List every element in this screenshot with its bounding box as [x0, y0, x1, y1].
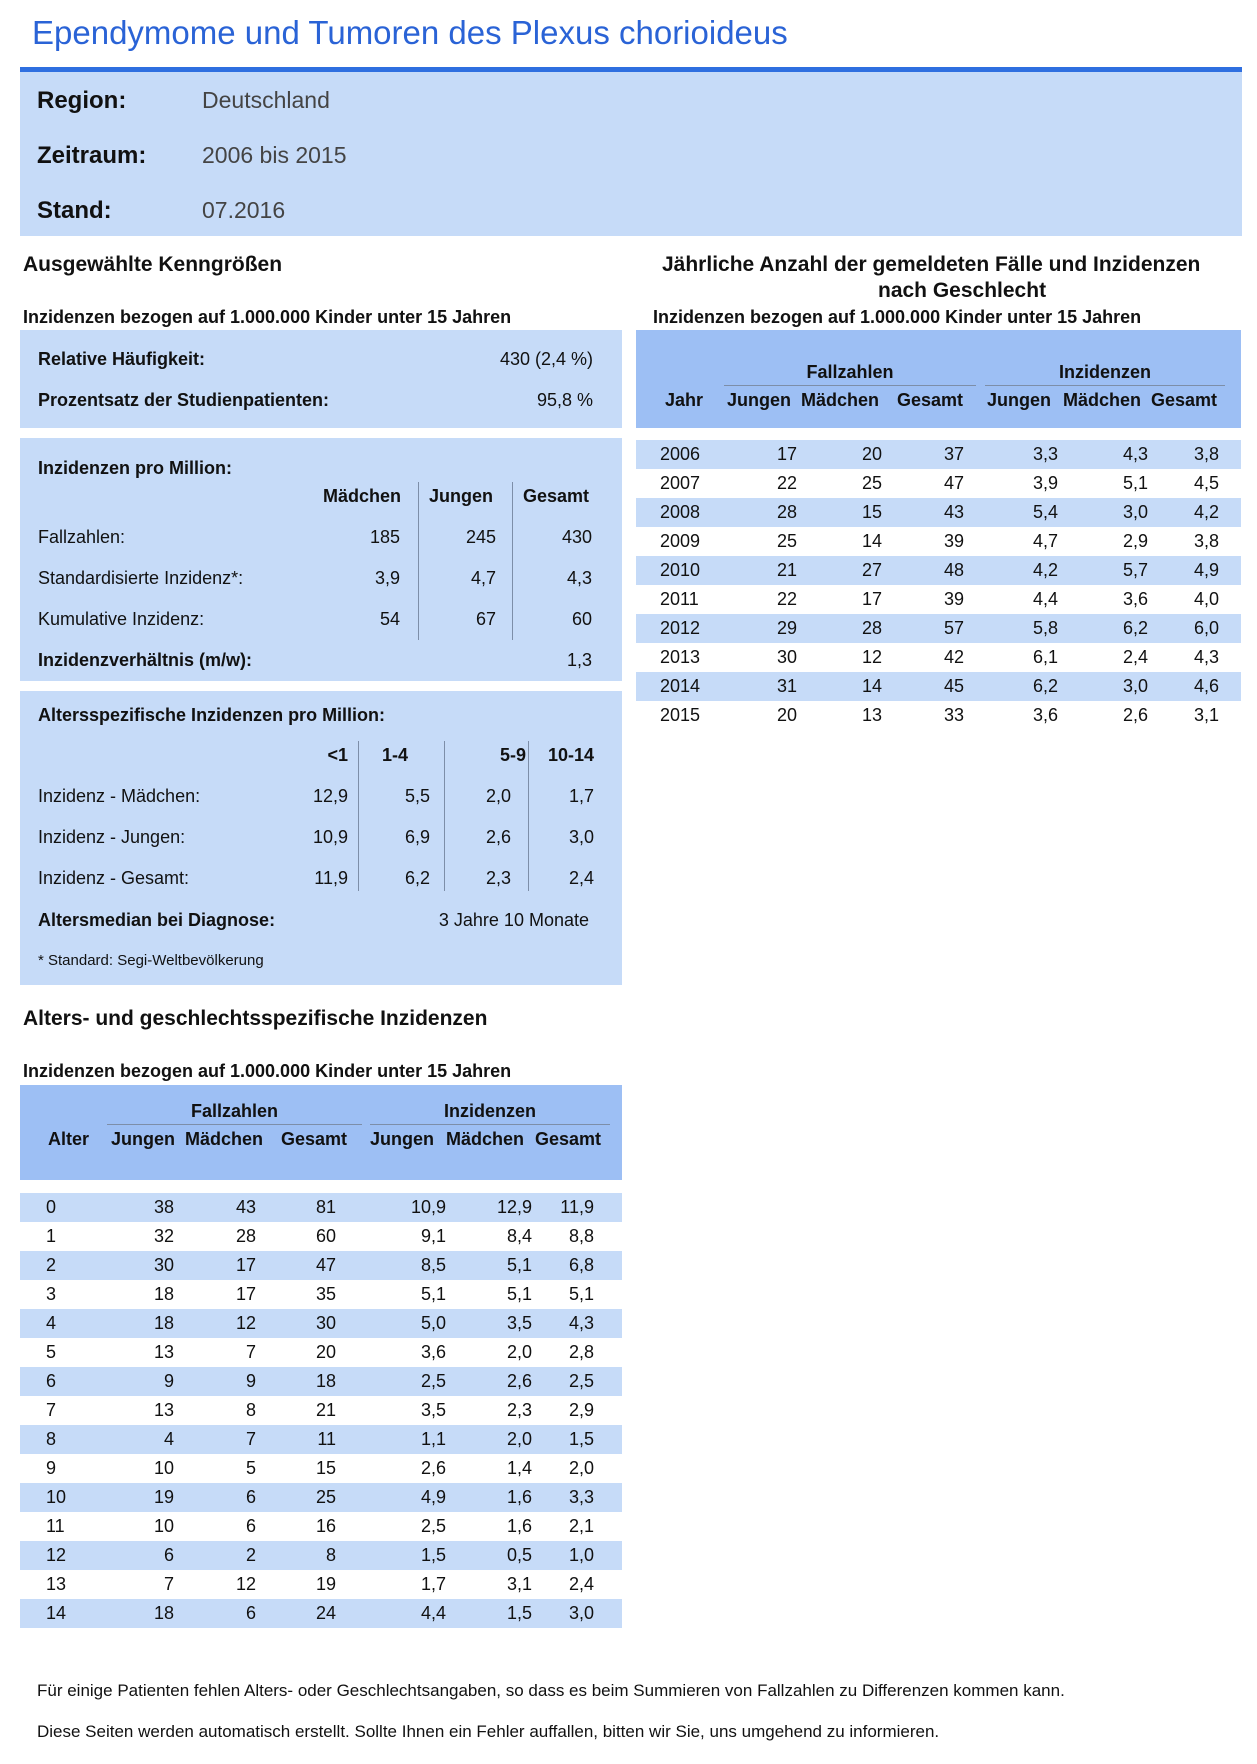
table-cell: 25 [260, 1483, 340, 1512]
table-cell: 2 [178, 1541, 260, 1570]
table-cell: 2,1 [534, 1512, 622, 1541]
table-cell: 11 [20, 1512, 82, 1541]
table-cell: 60 [260, 1222, 340, 1251]
incidence-value: 185 [369, 527, 400, 547]
table-cell: 32 [82, 1222, 178, 1251]
age-sex-col-inz-gesamt: Gesamt [535, 1129, 602, 1149]
table-cell: 7 [178, 1338, 260, 1367]
age-col: 5-9 [499, 745, 526, 765]
table-cell: 20 [819, 440, 902, 469]
incidence-value: 430 [561, 527, 592, 547]
table-cell: 5,1 [340, 1280, 448, 1309]
table-row [20, 1280, 622, 1309]
table-cell: 12 [819, 643, 902, 672]
incidence-col-jungen: Jungen [428, 486, 493, 506]
table-cell: 2,0 [448, 1425, 534, 1454]
annual-table [636, 440, 1241, 730]
table-row [20, 1193, 622, 1222]
table-cell: 12 [178, 1309, 260, 1338]
table-cell: 2,3 [448, 1396, 534, 1425]
table-row [636, 527, 1241, 556]
table-cell: 3,6 [984, 701, 1088, 730]
table-cell: 14 [20, 1599, 82, 1628]
table-cell: 1,7 [340, 1570, 448, 1599]
table-cell: 2,6 [1088, 701, 1170, 730]
age-value: 2,0 [485, 786, 511, 806]
table-cell: 11 [260, 1425, 340, 1454]
table-cell: 17 [716, 440, 819, 469]
table-cell: 29 [716, 614, 819, 643]
table-cell: 3,0 [1088, 498, 1170, 527]
table-cell: 4,9 [1170, 556, 1241, 585]
table-cell: 12 [20, 1541, 82, 1570]
age-sex-subheading: Inzidenzen bezogen auf 1.000.000 Kinder unter 15 Jahren [23, 1061, 512, 1081]
table-cell: 4,0 [1170, 585, 1241, 614]
incidence-value: 4,3 [566, 568, 592, 588]
table-cell: 15 [819, 498, 902, 527]
table-cell: 2,0 [448, 1338, 534, 1367]
age-sex-col-gesamt: Gesamt [281, 1129, 348, 1149]
study-patients-label: Prozentsatz der Studienpatienten: [38, 390, 330, 410]
table-row [636, 498, 1241, 527]
table-row [20, 1570, 622, 1599]
table-cell: 2,6 [448, 1367, 534, 1396]
age-row-label: Inzidenz - Gesamt: [38, 868, 190, 888]
table-cell: 5 [178, 1454, 260, 1483]
table-cell: 1,6 [448, 1483, 534, 1512]
table-cell: 4,3 [1088, 440, 1170, 469]
table-cell: 7 [20, 1396, 82, 1425]
table-cell: 42 [902, 643, 984, 672]
status-label: Stand: [37, 197, 112, 224]
key-figures-panel [20, 330, 622, 428]
table-cell: 1,0 [534, 1541, 622, 1570]
age-median-label: Altersmedian bei Diagnose: [38, 910, 276, 930]
footer-note-auto-generated: Diese Seiten werden automatisch erstellt. Sollte Ihnen ein Fehler auffallen, bitten wir Sie, uns umgehend zu informieren. [37, 1722, 940, 1741]
period-value: 2006 bis 2015 [202, 142, 347, 168]
age-sex-group-fallzahlen: Fallzahlen [190, 1101, 279, 1121]
age-sex-group-inzidenzen: Inzidenzen [443, 1101, 536, 1121]
table-cell: 9,1 [340, 1222, 448, 1251]
group-underline [724, 385, 976, 386]
annual-col-jahr: Jahr [665, 390, 704, 410]
incidence-value: 3,9 [374, 568, 400, 588]
table-cell: 5,1 [448, 1251, 534, 1280]
table-cell: 13 [819, 701, 902, 730]
table-cell: 4,6 [1170, 672, 1241, 701]
table-cell: 3,6 [340, 1338, 448, 1367]
incidence-value: 4,7 [470, 568, 496, 588]
table-row [636, 556, 1241, 585]
incidence-row-label: Standardisierte Inzidenz*: [38, 568, 244, 588]
table-row [636, 672, 1241, 701]
table-cell: 7 [178, 1425, 260, 1454]
table-cell: 30 [260, 1309, 340, 1338]
age-sex-col-inz-jungen: Jungen [370, 1129, 435, 1149]
table-cell: 4,2 [1170, 498, 1241, 527]
column-divider [512, 482, 513, 640]
age-sex-col-jungen: Jungen [111, 1129, 176, 1149]
table-cell: 12 [178, 1570, 260, 1599]
table-cell: 2012 [636, 614, 716, 643]
table-cell: 2009 [636, 527, 716, 556]
age-value: 1,7 [568, 786, 594, 806]
table-cell: 43 [178, 1193, 260, 1222]
table-cell: 14 [819, 672, 902, 701]
table-cell: 5,4 [984, 498, 1088, 527]
annual-group-fallzahlen: Fallzahlen [806, 362, 894, 382]
table-cell: 17 [819, 585, 902, 614]
incidence-ratio-value: 1,3 [566, 650, 592, 670]
table-cell: 1 [20, 1222, 82, 1251]
table-cell: 27 [819, 556, 902, 585]
age-sex-heading: Alters- und geschlechtsspezifische Inzidenzen [23, 1007, 488, 1030]
age-value: 6,2 [404, 868, 430, 888]
table-cell: 6 [178, 1599, 260, 1628]
table-cell: 8 [260, 1541, 340, 1570]
table-cell: 8,4 [448, 1222, 534, 1251]
column-divider [444, 741, 445, 891]
annual-col-jungen: Jungen [727, 390, 792, 410]
table-cell: 39 [902, 527, 984, 556]
age-value: 10,9 [312, 827, 348, 847]
table-cell: 22 [716, 469, 819, 498]
table-cell: 21 [260, 1396, 340, 1425]
table-cell: 21 [716, 556, 819, 585]
table-cell: 2,5 [534, 1367, 622, 1396]
table-cell: 13 [82, 1396, 178, 1425]
table-cell: 8 [178, 1396, 260, 1425]
age-value: 5,5 [404, 786, 430, 806]
age-row-label: Inzidenz - Jungen: [38, 827, 186, 847]
column-divider [528, 741, 529, 891]
age-value: 12,9 [312, 786, 348, 806]
table-cell: 16 [260, 1512, 340, 1541]
age-sex-col-inz-maedchen: Mädchen [446, 1129, 525, 1149]
age-value: 2,4 [568, 868, 594, 888]
table-cell: 8,8 [534, 1222, 622, 1251]
table-cell: 39 [902, 585, 984, 614]
status-value: 07.2016 [202, 197, 286, 223]
table-cell: 1,5 [340, 1541, 448, 1570]
table-row [20, 1251, 622, 1280]
age-sex-col-maedchen: Mädchen [185, 1129, 264, 1149]
table-cell: 37 [902, 440, 984, 469]
region-label: Region: [37, 87, 127, 114]
table-cell: 30 [716, 643, 819, 672]
incidence-row-label: Fallzahlen: [38, 527, 126, 547]
group-underline [370, 1124, 610, 1125]
table-cell: 31 [716, 672, 819, 701]
table-cell: 17 [178, 1280, 260, 1309]
table-row [20, 1512, 622, 1541]
table-cell: 1,5 [534, 1425, 622, 1454]
table-cell: 5,1 [534, 1280, 622, 1309]
table-cell: 4,9 [340, 1483, 448, 1512]
table-cell: 2,9 [1088, 527, 1170, 556]
table-cell: 1,6 [448, 1512, 534, 1541]
table-cell: 11,9 [534, 1193, 622, 1222]
table-cell: 1,5 [448, 1599, 534, 1628]
annual-subheading: Inzidenzen bezogen auf 1.000.000 Kinder unter 15 Jahren [653, 307, 1142, 327]
age-value: 6,9 [404, 827, 430, 847]
incidence-value: 67 [475, 609, 496, 629]
table-row [20, 1425, 622, 1454]
table-cell: 14 [819, 527, 902, 556]
table-cell: 38 [82, 1193, 178, 1222]
table-row [20, 1541, 622, 1570]
table-cell: 18 [82, 1599, 178, 1628]
incidence-value: 245 [465, 527, 496, 547]
table-cell: 33 [902, 701, 984, 730]
relative-frequency-value: 430 (2,4 %) [499, 349, 593, 369]
table-cell: 10,9 [340, 1193, 448, 1222]
table-cell: 45 [902, 672, 984, 701]
table-cell: 6 [82, 1541, 178, 1570]
table-cell: 9 [20, 1454, 82, 1483]
age-value: 2,6 [485, 827, 511, 847]
table-cell: 18 [82, 1309, 178, 1338]
annual-col-maedchen: Mädchen [801, 390, 880, 410]
age-col: <1 [327, 745, 348, 765]
relative-frequency-label: Relative Häufigkeit: [38, 349, 206, 369]
incidence-value: 54 [379, 609, 400, 629]
annual-col-inz-gesamt: Gesamt [1151, 390, 1218, 410]
annual-col-inz-jungen: Jungen [987, 390, 1052, 410]
age-col: 10-14 [547, 745, 594, 765]
table-cell: 10 [20, 1483, 82, 1512]
table-cell: 4,7 [984, 527, 1088, 556]
table-cell: 6,1 [984, 643, 1088, 672]
table-cell: 6,2 [984, 672, 1088, 701]
table-cell: 5,1 [1088, 469, 1170, 498]
table-cell: 3,8 [1170, 440, 1241, 469]
annual-col-gesamt: Gesamt [897, 390, 964, 410]
table-cell: 28 [819, 614, 902, 643]
table-cell: 15 [260, 1454, 340, 1483]
table-cell: 2,8 [534, 1338, 622, 1367]
table-cell: 5,8 [984, 614, 1088, 643]
table-cell: 2,4 [1088, 643, 1170, 672]
table-cell: 48 [902, 556, 984, 585]
table-cell: 0 [20, 1193, 82, 1222]
column-divider [418, 482, 419, 640]
group-underline [107, 1124, 362, 1125]
table-cell: 25 [716, 527, 819, 556]
table-cell: 13 [82, 1338, 178, 1367]
footer-note-missing-data: Für einige Patienten fehlen Alters- oder Geschlechtsangaben, so dass es beim Summieren von Fallzahlen zu Differenzen kommen kann. [37, 1681, 1065, 1700]
table-cell: 2014 [636, 672, 716, 701]
table-cell: 4 [20, 1309, 82, 1338]
table-cell: 2008 [636, 498, 716, 527]
page-title: Ependymome und Tumoren des Plexus chorioideus [32, 14, 788, 51]
table-cell: 5 [20, 1338, 82, 1367]
table-cell: 12,9 [448, 1193, 534, 1222]
group-underline [985, 385, 1225, 386]
table-cell: 13 [20, 1570, 82, 1599]
table-cell: 2015 [636, 701, 716, 730]
region-value: Deutschland [202, 87, 330, 113]
annual-col-inz-maedchen: Mädchen [1063, 390, 1142, 410]
table-cell: 2,6 [340, 1454, 448, 1483]
table-row [636, 469, 1241, 498]
incidence-col-maedchen: Mädchen [322, 486, 401, 506]
table-cell: 2006 [636, 440, 716, 469]
table-cell: 4,2 [984, 556, 1088, 585]
table-cell: 43 [902, 498, 984, 527]
annual-heading-line2: nach Geschlecht [878, 279, 1047, 302]
age-sex-col-alter: Alter [48, 1129, 90, 1149]
table-cell: 6,2 [1088, 614, 1170, 643]
table-cell: 6 [20, 1367, 82, 1396]
age-row-label: Inzidenz - Mädchen: [38, 786, 201, 806]
table-row [636, 440, 1241, 469]
table-cell: 1,1 [340, 1425, 448, 1454]
table-row [636, 614, 1241, 643]
key-figures-subheading: Inzidenzen bezogen auf 1.000.000 Kinder unter 15 Jahren [23, 307, 512, 327]
table-row [20, 1309, 622, 1338]
table-cell: 4,5 [1170, 469, 1241, 498]
table-cell: 22 [716, 585, 819, 614]
table-row [20, 1367, 622, 1396]
table-cell: 6,8 [534, 1251, 622, 1280]
table-cell: 30 [82, 1251, 178, 1280]
table-cell: 3,8 [1170, 527, 1241, 556]
age-value: 11,9 [314, 868, 348, 888]
table-cell: 6 [178, 1483, 260, 1512]
table-cell: 8,5 [340, 1251, 448, 1280]
table-row [20, 1454, 622, 1483]
table-cell: 3,1 [448, 1570, 534, 1599]
table-cell: 28 [716, 498, 819, 527]
table-cell: 2010 [636, 556, 716, 585]
table-cell: 4,3 [534, 1309, 622, 1338]
incidence-ratio-label: Inzidenzverhältnis (m/w): [38, 650, 253, 670]
age-specific-heading: Altersspezifische Inzidenzen pro Million: [38, 705, 386, 725]
table-cell: 2,0 [534, 1454, 622, 1483]
table-row [636, 701, 1241, 730]
table-cell: 3,9 [984, 469, 1088, 498]
age-value: 3,0 [568, 827, 594, 847]
table-cell: 1,4 [448, 1454, 534, 1483]
age-median-value: 3 Jahre 10 Monate [438, 910, 589, 930]
table-cell: 3,5 [340, 1396, 448, 1425]
table-cell: 2,9 [534, 1396, 622, 1425]
table-row [20, 1599, 622, 1628]
table-cell: 5,0 [340, 1309, 448, 1338]
table-row [20, 1222, 622, 1251]
table-cell: 28 [178, 1222, 260, 1251]
table-cell: 47 [902, 469, 984, 498]
table-cell: 4,3 [1170, 643, 1241, 672]
table-cell: 25 [819, 469, 902, 498]
table-cell: 3 [20, 1280, 82, 1309]
incidence-col-gesamt: Gesamt [522, 486, 590, 506]
table-cell: 3,1 [1170, 701, 1241, 730]
table-cell: 20 [260, 1338, 340, 1367]
age-sex-table [20, 1193, 622, 1628]
table-cell: 7 [82, 1570, 178, 1599]
table-cell: 35 [260, 1280, 340, 1309]
table-cell: 24 [260, 1599, 340, 1628]
table-row [20, 1338, 622, 1367]
table-cell: 3,6 [1088, 585, 1170, 614]
table-cell: 2011 [636, 585, 716, 614]
table-cell: 8 [20, 1425, 82, 1454]
table-cell: 3,3 [534, 1483, 622, 1512]
table-cell: 81 [260, 1193, 340, 1222]
annual-heading: Jährliche Anzahl der gemeldeten Fälle und Inzidenzen [662, 253, 1201, 276]
table-cell: 10 [82, 1512, 178, 1541]
table-row [20, 1396, 622, 1425]
table-row [20, 1483, 622, 1512]
age-col: 1-4 [381, 745, 408, 765]
table-cell: 0,5 [448, 1541, 534, 1570]
table-cell: 47 [260, 1251, 340, 1280]
table-cell: 4,4 [340, 1599, 448, 1628]
table-cell: 5,1 [448, 1280, 534, 1309]
standard-footnote: * Standard: Segi-Weltbevölkerung [38, 952, 264, 969]
table-cell: 2,4 [534, 1570, 622, 1599]
table-row [636, 585, 1241, 614]
table-cell: 6 [178, 1512, 260, 1541]
study-patients-value: 95,8 % [536, 390, 593, 410]
table-cell: 9 [178, 1367, 260, 1396]
table-cell: 3,0 [1088, 672, 1170, 701]
age-value: 2,3 [485, 868, 511, 888]
table-cell: 9 [82, 1367, 178, 1396]
period-label: Zeitraum: [37, 142, 147, 169]
table-cell: 20 [716, 701, 819, 730]
table-cell: 4,4 [984, 585, 1088, 614]
table-cell: 3,3 [984, 440, 1088, 469]
table-cell: 19 [82, 1483, 178, 1512]
table-cell: 4 [82, 1425, 178, 1454]
table-cell: 2013 [636, 643, 716, 672]
table-cell: 2,5 [340, 1512, 448, 1541]
incidence-value: 60 [571, 609, 592, 629]
table-cell: 57 [902, 614, 984, 643]
table-cell: 3,5 [448, 1309, 534, 1338]
key-figures-heading: Ausgewählte Kenngrößen [23, 253, 283, 276]
table-cell: 6,0 [1170, 614, 1241, 643]
table-cell: 18 [82, 1280, 178, 1309]
table-cell: 3,0 [534, 1599, 622, 1628]
incidence-heading: Inzidenzen pro Million: [38, 458, 232, 478]
annual-group-inzidenzen: Inzidenzen [1058, 362, 1151, 382]
table-cell: 2,5 [340, 1367, 448, 1396]
table-cell: 2 [20, 1251, 82, 1280]
column-divider [358, 741, 359, 891]
table-cell: 5,7 [1088, 556, 1170, 585]
table-cell: 10 [82, 1454, 178, 1483]
table-row [636, 643, 1241, 672]
table-cell: 17 [178, 1251, 260, 1280]
incidence-row-label: Kumulative Inzidenz: [38, 609, 205, 629]
table-cell: 18 [260, 1367, 340, 1396]
table-cell: 19 [260, 1570, 340, 1599]
table-cell: 2007 [636, 469, 716, 498]
